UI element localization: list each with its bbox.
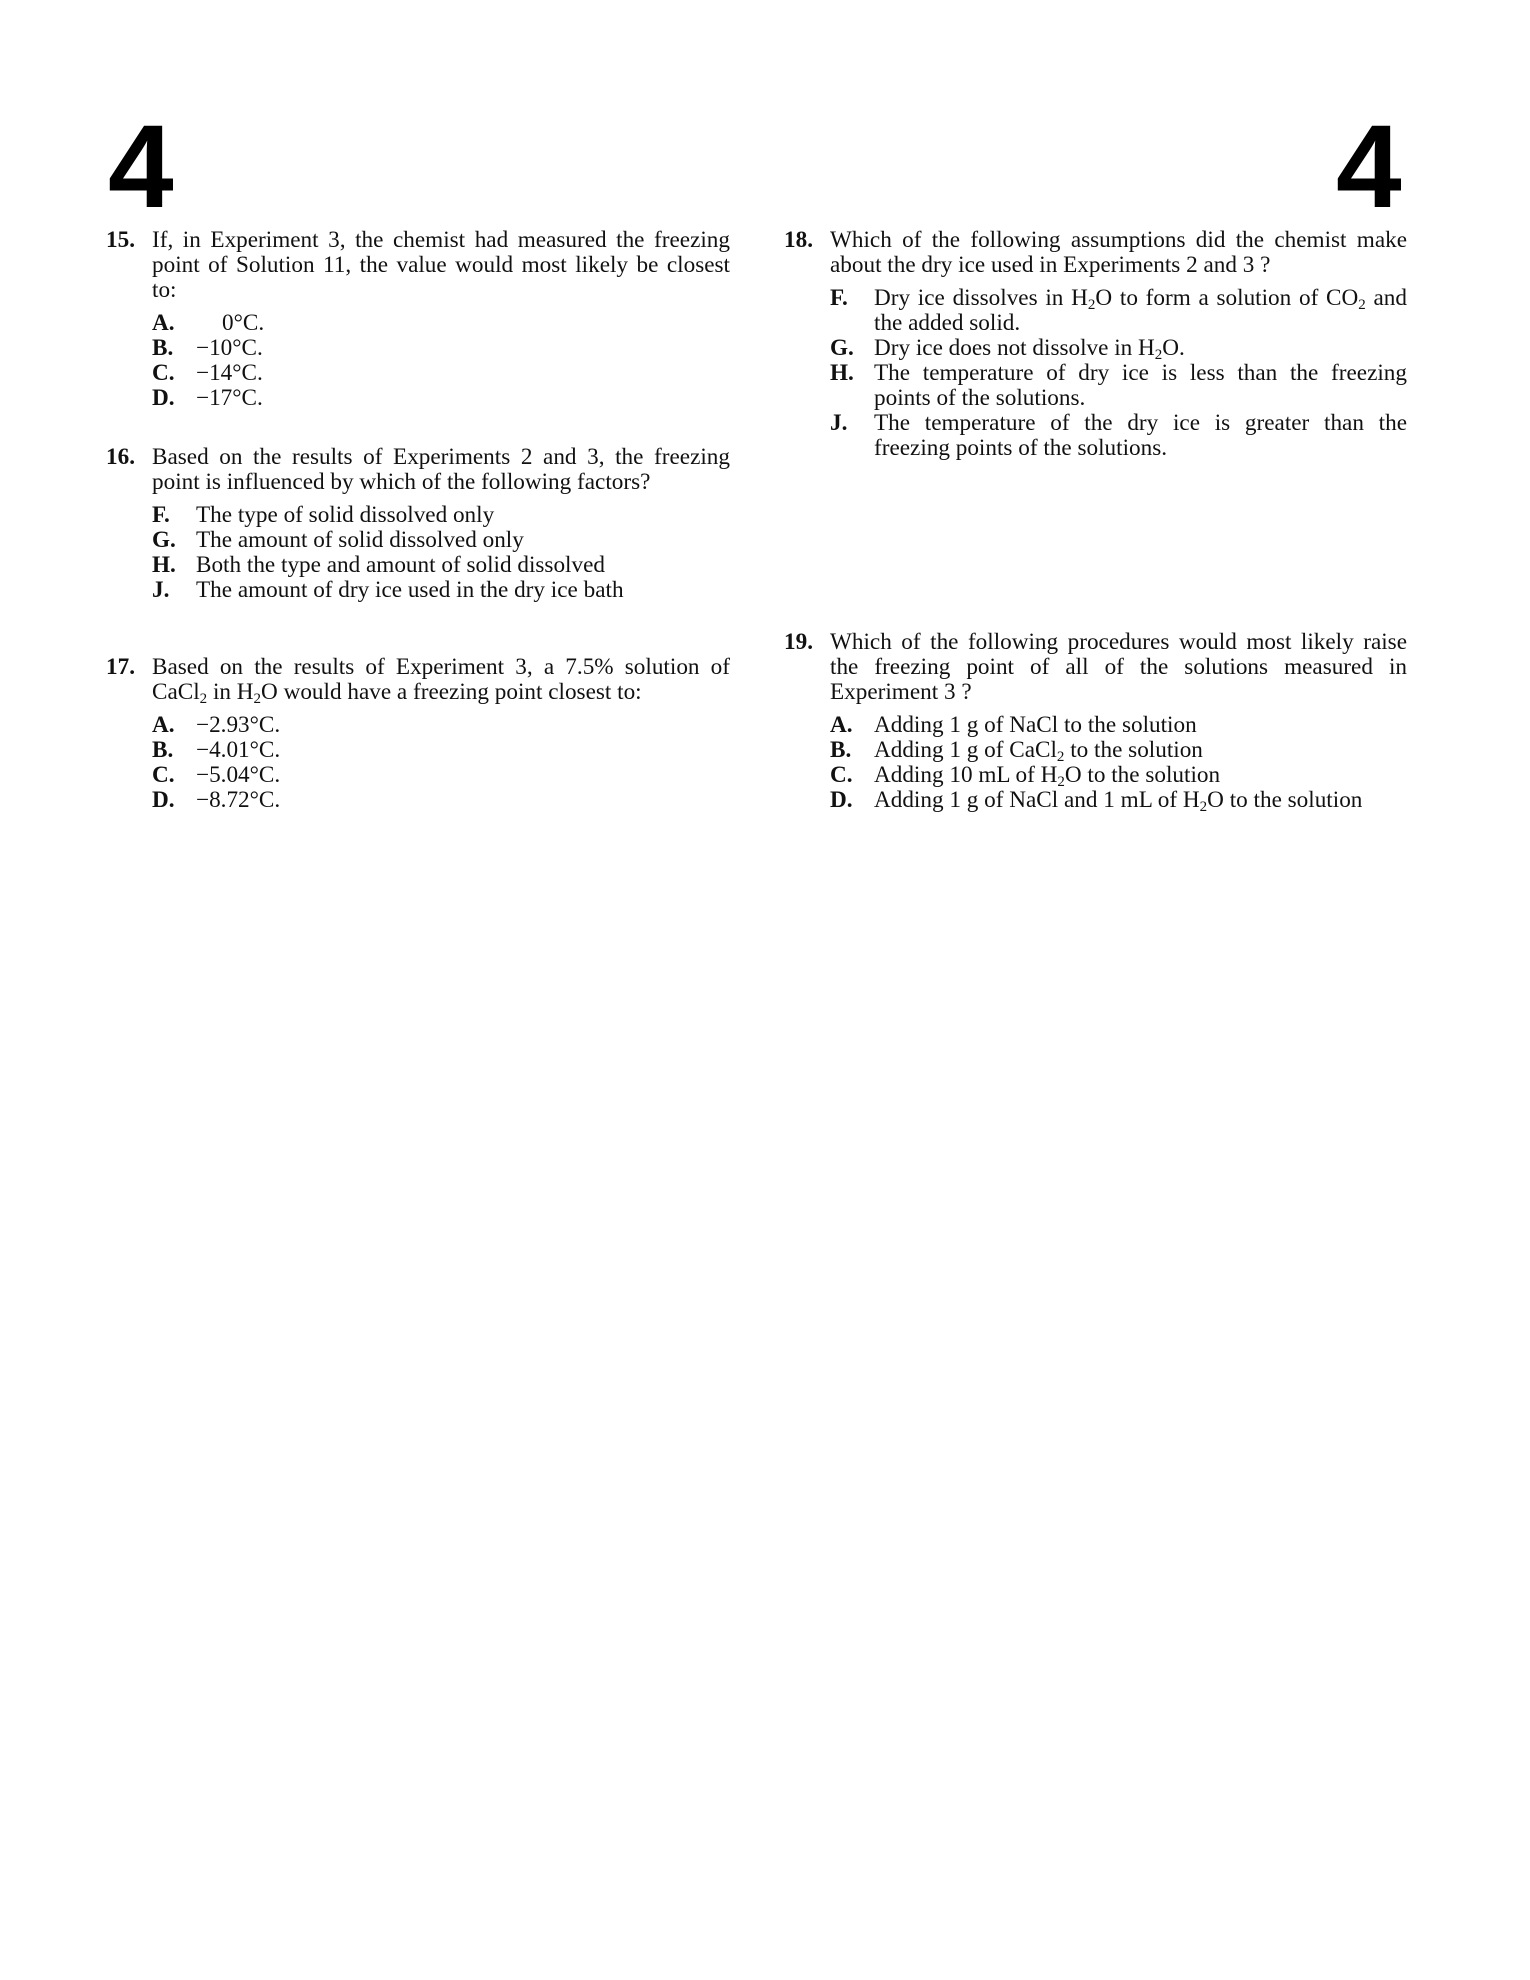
choice-text: Dry ice does not dissolve in $H_2O$.: [874, 335, 1185, 363]
section-number-right: 4: [1336, 101, 1402, 233]
answer-choices: [106, 311, 730, 411]
choice-letter: J.: [830, 410, 848, 436]
answer-choice-c[interactable]: [152, 361, 730, 386]
question-stem: [784, 630, 1407, 705]
choice-letter: C.: [830, 762, 853, 788]
choice-letter: F.: [830, 285, 848, 311]
answer-choices: [106, 503, 730, 603]
answer-choice-j[interactable]: [830, 411, 1407, 461]
choice-text: The amount of solid dissolved only: [196, 527, 524, 553]
choice-text: Dry ice dissolves in $H_2O$ to form a solution of $CO_2$ and the added solid.: [874, 285, 1407, 336]
choice-text: −10°C.: [196, 335, 263, 361]
answer-choice-g[interactable]: [152, 528, 730, 553]
choice-letter: D.: [830, 787, 853, 813]
answer-choice-h[interactable]: [830, 361, 1407, 411]
answer-choice-d[interactable]: [830, 788, 1407, 813]
choice-letter: A.: [830, 712, 853, 738]
answer-choice-a[interactable]: [830, 713, 1407, 738]
choice-letter: C.: [152, 360, 175, 386]
choice-text: The amount of dry ice used in the dry ice bath: [196, 577, 624, 603]
answer-choices: [784, 713, 1407, 813]
question-text: Based on the results of Experiment 3, a 7.5% solution of CaCl$_2$ in $H_2O$ would have a freezing point closest to:: [152, 654, 730, 707]
choice-letter: F.: [152, 502, 170, 528]
answer-choice-b[interactable]: [152, 336, 730, 361]
question-19: [784, 630, 1407, 813]
answer-choice-c[interactable]: [830, 763, 1407, 788]
question-17: [106, 655, 730, 813]
answer-choice-d[interactable]: [152, 788, 730, 813]
choice-letter: A.: [152, 310, 175, 336]
question-16: [106, 445, 730, 603]
choice-text: −14°C.: [196, 360, 263, 386]
question-number: 17.: [106, 654, 135, 680]
choice-letter: G.: [152, 527, 176, 553]
question-text: Which of the following assumptions did the chemist make about the dry ice used in Experiments 2 and 3 ?: [830, 227, 1407, 278]
choice-letter: H.: [830, 360, 854, 386]
choice-text: −5.04°C.: [196, 762, 281, 788]
question-stem: [106, 655, 730, 705]
answer-choice-f[interactable]: [152, 503, 730, 528]
choice-letter: A.: [152, 712, 175, 738]
question-number: 15.: [106, 227, 135, 253]
choice-text: 0°C.: [222, 310, 265, 336]
question-text: Based on the results of Experiments 2 and 3, the freezing point is influenced by which of the following factors?: [152, 444, 730, 495]
choice-letter: D.: [152, 385, 175, 411]
section-number-left: 4: [108, 101, 174, 233]
answer-choice-c[interactable]: [152, 763, 730, 788]
answer-choice-f[interactable]: [830, 286, 1407, 336]
choice-text: Both the type and amount of solid dissolved: [196, 552, 605, 578]
answer-choice-g[interactable]: [830, 336, 1407, 361]
question-stem: [106, 445, 730, 495]
question-text: Which of the following procedures would most likely raise the freezing point of all of the solutions measured in Experiment 3 ?: [830, 629, 1407, 705]
choice-letter: G.: [830, 335, 854, 361]
choice-letter: C.: [152, 762, 175, 788]
choice-text: −17°C.: [196, 385, 263, 411]
question-text: If, in Experiment 3, the chemist had measured the freezing point of Solution 11, the value would most likely be closest to:: [152, 227, 730, 303]
answer-choice-j[interactable]: [152, 578, 730, 603]
choice-text: The temperature of the dry ice is greater than the freezing points of the solutions.: [874, 410, 1407, 461]
choice-letter: B.: [152, 737, 174, 763]
answer-choice-a[interactable]: [152, 713, 730, 738]
choice-text: The temperature of dry ice is less than the freezing points of the solutions.: [874, 360, 1407, 411]
question-number: 19.: [784, 629, 813, 655]
choice-text: −8.72°C.: [196, 787, 281, 813]
choice-text: Adding 1 g of CaCl$_2$ to the solution: [874, 737, 1203, 765]
answer-choice-h[interactable]: [152, 553, 730, 578]
choice-letter: B.: [830, 737, 852, 763]
question-number: 16.: [106, 444, 135, 470]
question-18: [784, 228, 1407, 461]
answer-choices: [784, 286, 1407, 461]
question-15: [106, 228, 730, 411]
choice-text: −2.93°C.: [196, 712, 281, 738]
question-stem: [106, 228, 730, 303]
choice-letter: B.: [152, 335, 174, 361]
answer-choice-a[interactable]: [152, 311, 730, 336]
choice-text: Adding 10 mL of $H_2O$ to the solution: [874, 762, 1221, 790]
question-stem: [784, 228, 1407, 278]
answer-choice-d[interactable]: [152, 386, 730, 411]
answer-choice-b[interactable]: [830, 738, 1407, 763]
answer-choice-b[interactable]: [152, 738, 730, 763]
answer-choices: [106, 713, 730, 813]
choice-letter: D.: [152, 787, 175, 813]
choice-letter: J.: [152, 577, 170, 603]
choice-text: Adding 1 g of NaCl and 1 mL of $H_2O$ to the solution: [874, 787, 1363, 815]
choice-text: Adding 1 g of NaCl to the solution: [874, 712, 1197, 738]
choice-text: The type of solid dissolved only: [196, 502, 495, 528]
choice-text: −4.01°C.: [196, 737, 281, 763]
choice-letter: H.: [152, 552, 176, 578]
question-number: 18.: [784, 227, 813, 253]
